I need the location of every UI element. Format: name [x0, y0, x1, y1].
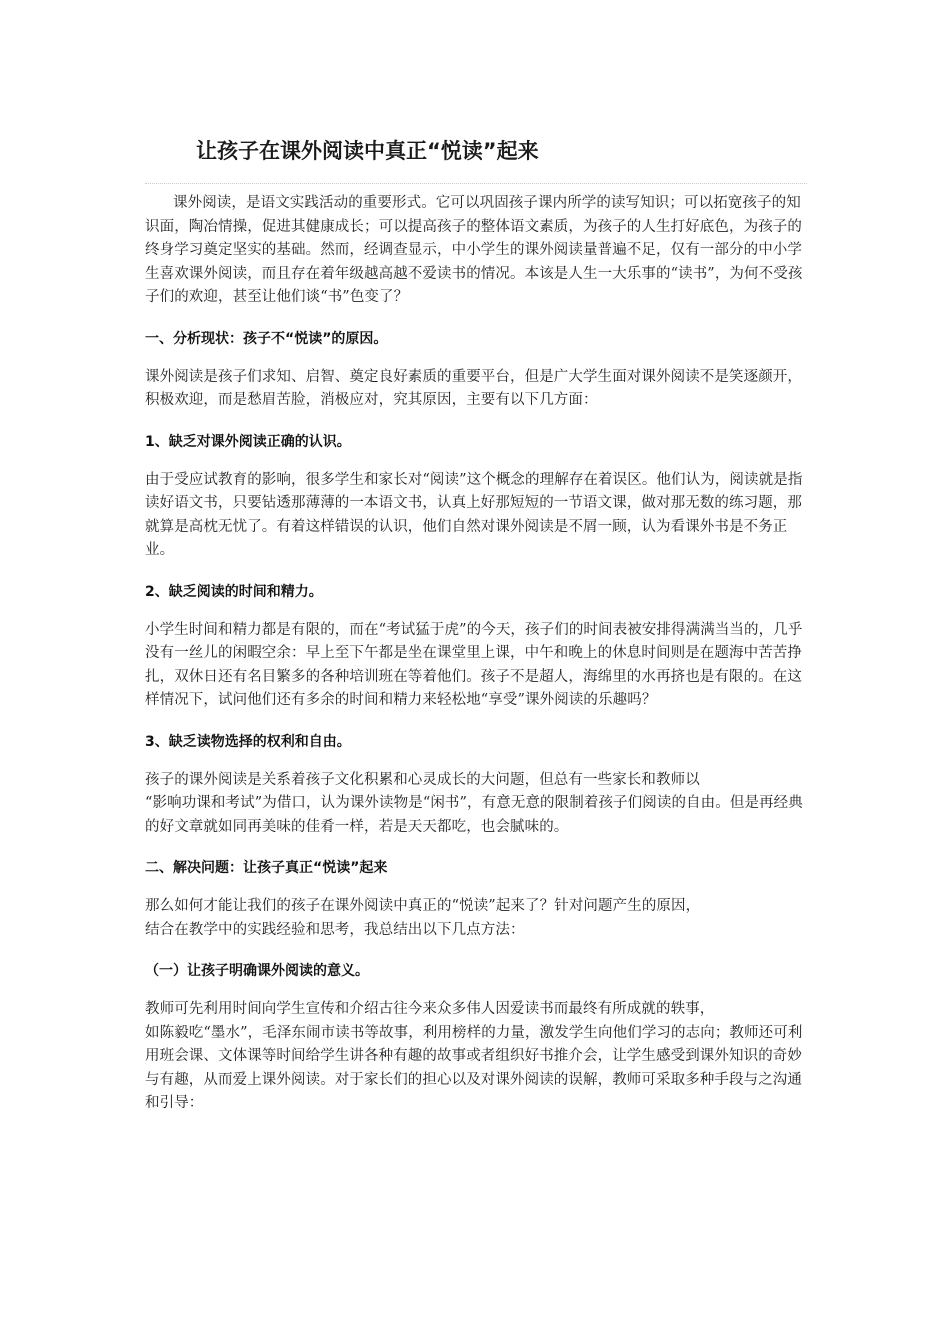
document-body [145, 192, 809, 1116]
document-title: 让孩子在课外阅读中真正“悦读”起来 [196, 139, 539, 163]
method-paragraph-1-line1: 教师可先利用时间向学生宣传和介绍古往今来众多伟人因爱读书而最终有所成就的轶事， [145, 1001, 715, 1017]
point-paragraph-1: 由于受应试教育的影响，很多学生和家长对“阅读”这个概念的理解存在着误区。他们认为，阅读就是指读好语文书，只要钻透那薄薄的一本语文书，认真上好那短短的一节语文课，做对那无数的练习题，那就算是高枕无忧了。有着这样错误的认识，他们自然对课外阅读是不屑一顾，认为看课外书是不务正业。 [145, 471, 803, 558]
section-paragraph-solution-line1: 那么如何才能让我们的孩子在课外阅读中真正的“悦读”起来了？针对问题产生的原因， [145, 898, 701, 914]
point-paragraph-3-line1: 孩子的课外阅读是关系着孩子文化积累和心灵成长的大问题，但总有一些家长和教师以 [145, 771, 700, 788]
section-paragraph-analysis: 课外阅读是孩子们求知、启智、奠定良好素质的重要平台，但是广大学生面对课外阅读不是笑逐颜开，积极欢迎，而是愁眉苦脸，消极应对，究其原因，主要有以下几方面： [145, 368, 802, 408]
intro-paragraph: 课外阅读，是语文实践活动的重要形式。它可以巩固孩子课内所学的读写知识；可以拓宽孩子的知识面，陶冶情操，促进其健康成长；可以提高孩子的整体语文素质，为孩子的人生打好底色，为孩子的终身学习奠定坚实的基础。然而，经调查显示，中小学生的课外阅读量普遍不足，仅有一部分的中小学生喜欢课外阅读，而且存在着年级越高越不爱读书的情况。本该是人生一大乐事的“读书”，为何不受孩子们的欢迎，甚至让他们谈“书”色变了？ [145, 195, 803, 305]
method-heading-1: （一）让孩子明确课外阅读的意义。 [145, 963, 369, 979]
point-heading-3: 3、缺乏读物选择的权利和自由。 [145, 733, 351, 750]
title-divider [145, 183, 807, 184]
section-heading-analysis: 一、分析现状：孩子不“悦读”的原因。 [145, 330, 388, 347]
point-paragraph-3-rest: “影响功课和考试”为借口，认为课外读物是“闲书”，有意无意的限制着孩子们阅读的自由。但是再经典的好文章就如同再美味的佳肴一样，若是天天都吃，也会腻味的。 [145, 795, 803, 835]
point-heading-2: 2、缺乏阅读的时间和精力。 [145, 583, 323, 600]
section-heading-solution: 二、解决问题：让孩子真正“悦读”起来 [145, 860, 388, 876]
point-paragraph-2: 小学生时间和精力都是有限的，而在“考试猛于虎”的今天，孩子们的时间表被安排得满满当当的，几乎没有一丝儿的闲暇空余：早上至下午都是坐在课堂里上课，中午和晚上的休息时间则是在题海中苦苦挣扎，双休日还有名目繁多的各种培训班在等着他们。孩子不是超人，海绵里的水再挤也是有限的。在这样情况下，试问他们还有多余的时间和精力来轻松地“享受”课外阅读的乐趣吗？ [145, 621, 803, 708]
section-paragraph-solution-line2: 结合在教学中的实践经验和思考，我总结出以下几点方法： [145, 921, 525, 938]
method-paragraph-1-rest: 如陈毅吃“墨水”，毛泽东闹市读书等故事，利用榜样的力量，激发学生向他们学习的志向；教师还可利用班会课、文体课等时间给学生讲各种有趣的故事或者组织好书推介会，让学生感受到课外知识的奇妙与有趣，从而爱上课外阅读。对于家长们的担心以及对课外阅读的误解，教师可采取多种手段与之沟通和引导： [145, 1024, 803, 1111]
point-heading-1: 1、缺乏对课外阅读正确的认识。 [145, 433, 351, 450]
